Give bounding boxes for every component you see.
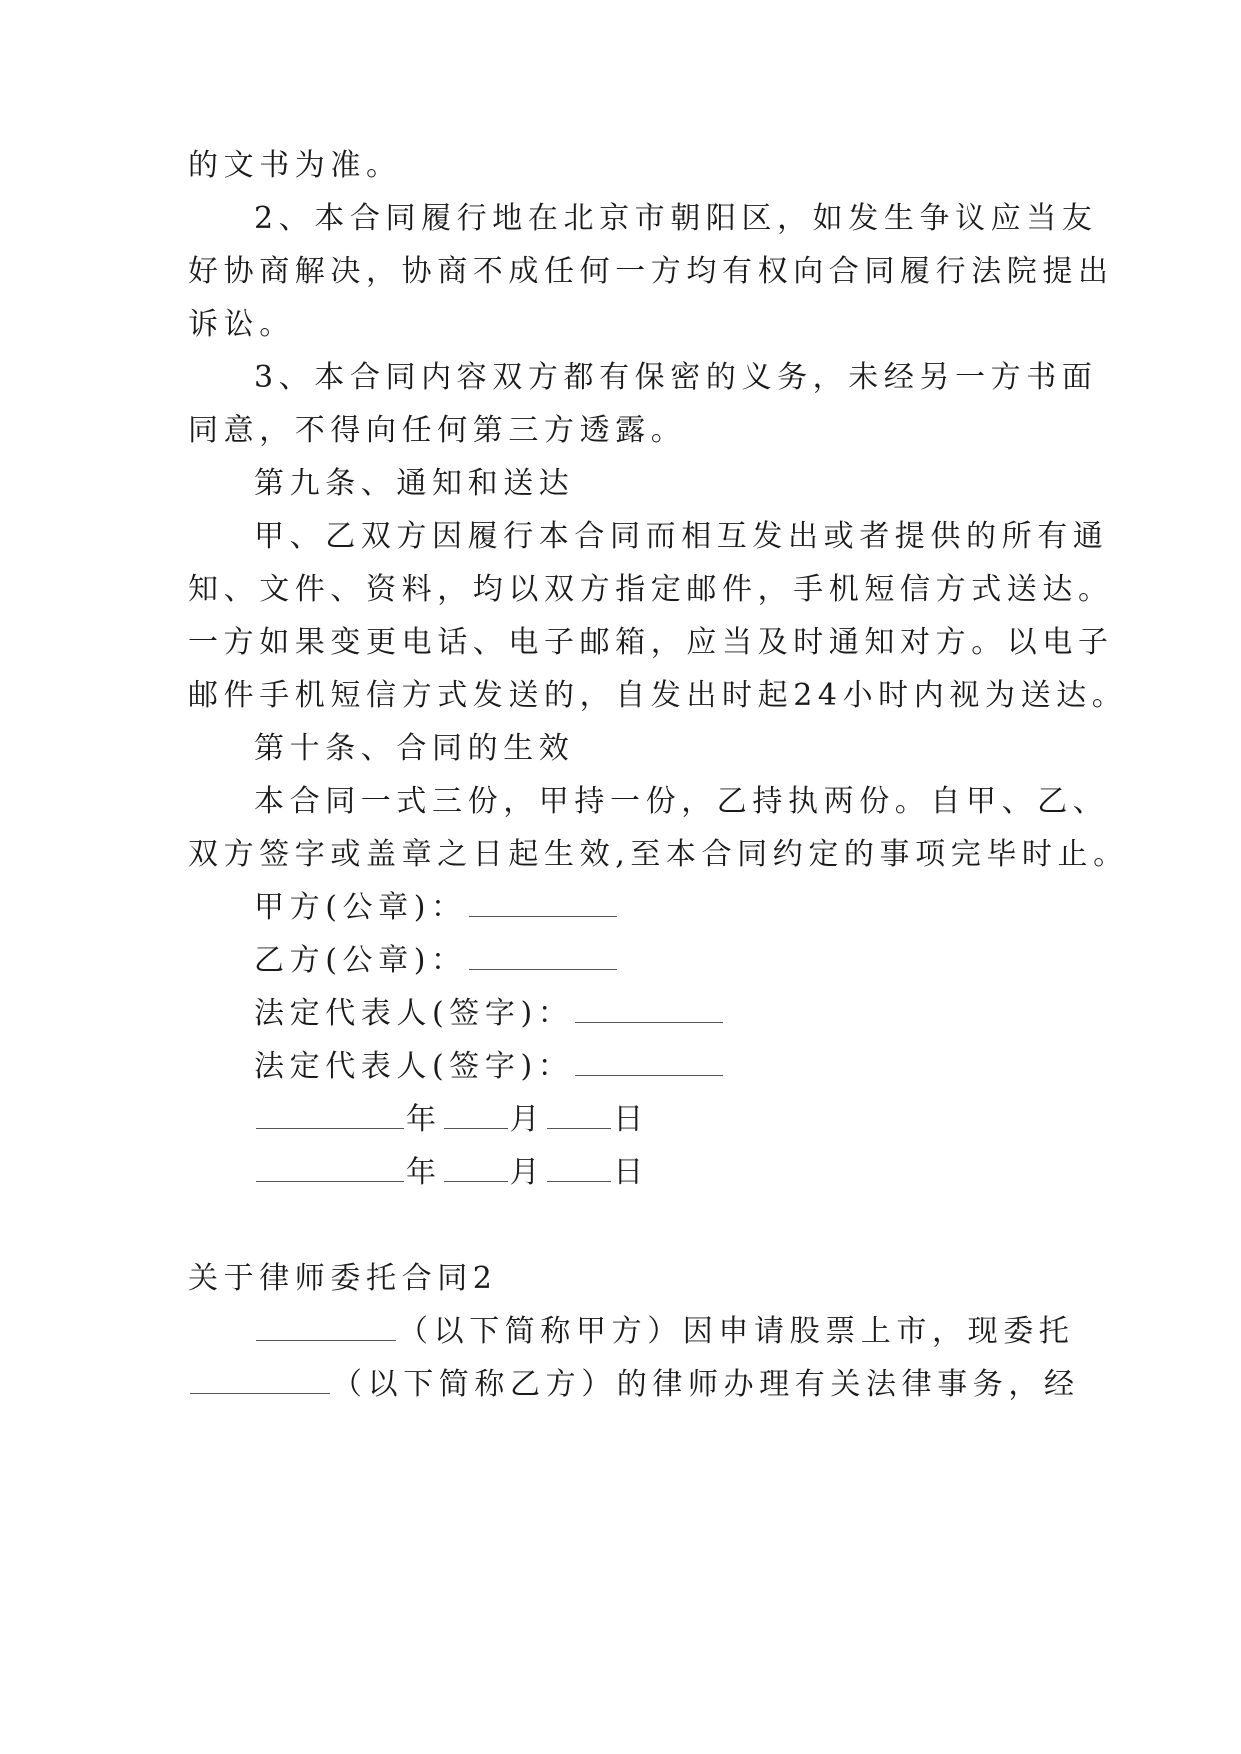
clause-2-line-1: 2、本合同履行地在北京市朝阳区，如发生争议应当友 (254, 201, 1098, 236)
contract-2-line-2-text: （以下简称乙方）的律师办理有关法律事务，经 (332, 1367, 1080, 1402)
party-a-name-blank (256, 1336, 396, 1341)
legal-rep-2-blank (575, 1071, 723, 1076)
party-b-label: 乙方(公章)： (254, 943, 467, 978)
date-2-month: 月 (509, 1155, 546, 1190)
party-a-blank (469, 912, 617, 917)
article-9-line-3: 一方如果变更电话、电子邮箱，应当及时通知对方。以电子 (188, 625, 1114, 660)
date-line-2 (254, 1153, 649, 1193)
clause-2-line-2: 好协商解决，协商不成任何一方均有权向合同履行法院提出 (188, 254, 1114, 289)
contract-2-line-2 (188, 1365, 1080, 1405)
legal-rep-1-blank (575, 1018, 723, 1023)
clause-2-line-3: 诉讼。 (188, 307, 295, 342)
legal-rep-1 (254, 994, 725, 1034)
article-9-heading: 第九条、通知和送达 (254, 466, 575, 501)
contract-2-line-1 (254, 1312, 1074, 1352)
date-1-year-blank (256, 1124, 404, 1129)
clause-3-line-2: 同意，不得向任何第三方透露。 (188, 413, 687, 448)
party-b-blank (469, 965, 617, 970)
article-9-line-2: 知、文件、资料，均以双方指定邮件，手机短信方式送达。 (188, 572, 1114, 607)
paragraph-end: 的文书为准。 (188, 148, 402, 183)
date-1-month-blank (444, 1124, 508, 1129)
date-2-day-blank (547, 1177, 611, 1182)
article-10-heading: 第十条、合同的生效 (254, 731, 575, 766)
date-2-year-blank (256, 1177, 404, 1182)
party-a-seal (254, 888, 619, 928)
date-1-day-blank (547, 1124, 611, 1129)
party-b-name-blank (190, 1389, 330, 1394)
date-line-1 (254, 1100, 649, 1140)
party-a-label: 甲方(公章)： (254, 890, 467, 925)
date-1-day: 日 (613, 1102, 649, 1137)
date-2-day: 日 (613, 1155, 649, 1190)
date-2-month-blank (444, 1177, 508, 1182)
party-b-seal (254, 941, 619, 981)
legal-rep-2 (254, 1047, 725, 1087)
date-1-month: 月 (509, 1102, 546, 1137)
article-9-line-4: 邮件手机短信方式发送的，自发出时起24小时内视为送达。 (188, 678, 1128, 713)
date-2-year: 年 (406, 1155, 442, 1190)
article-10-line-1: 本合同一式三份，甲持一份，乙持执两份。自甲、乙、 (254, 784, 1109, 819)
article-9-line-1: 甲、乙双方因履行本合同而相互发出或者提供的所有通 (254, 519, 1109, 554)
legal-rep-2-label: 法定代表人(签字)： (254, 1049, 574, 1084)
article-10-line-2: 双方签字或盖章之日起生效,至本合同约定的事项完毕时止。 (188, 837, 1129, 872)
legal-rep-1-label: 法定代表人(签字)： (254, 996, 574, 1031)
contract-2-line-1-text: （以下简称甲方）因申请股票上市，现委托 (398, 1314, 1075, 1349)
date-1-year: 年 (406, 1102, 442, 1137)
clause-3-line-1: 3、本合同内容双方都有保密的义务，未经另一方书面 (254, 360, 1098, 395)
contract-2-title: 关于律师委托合同2 (188, 1261, 498, 1296)
